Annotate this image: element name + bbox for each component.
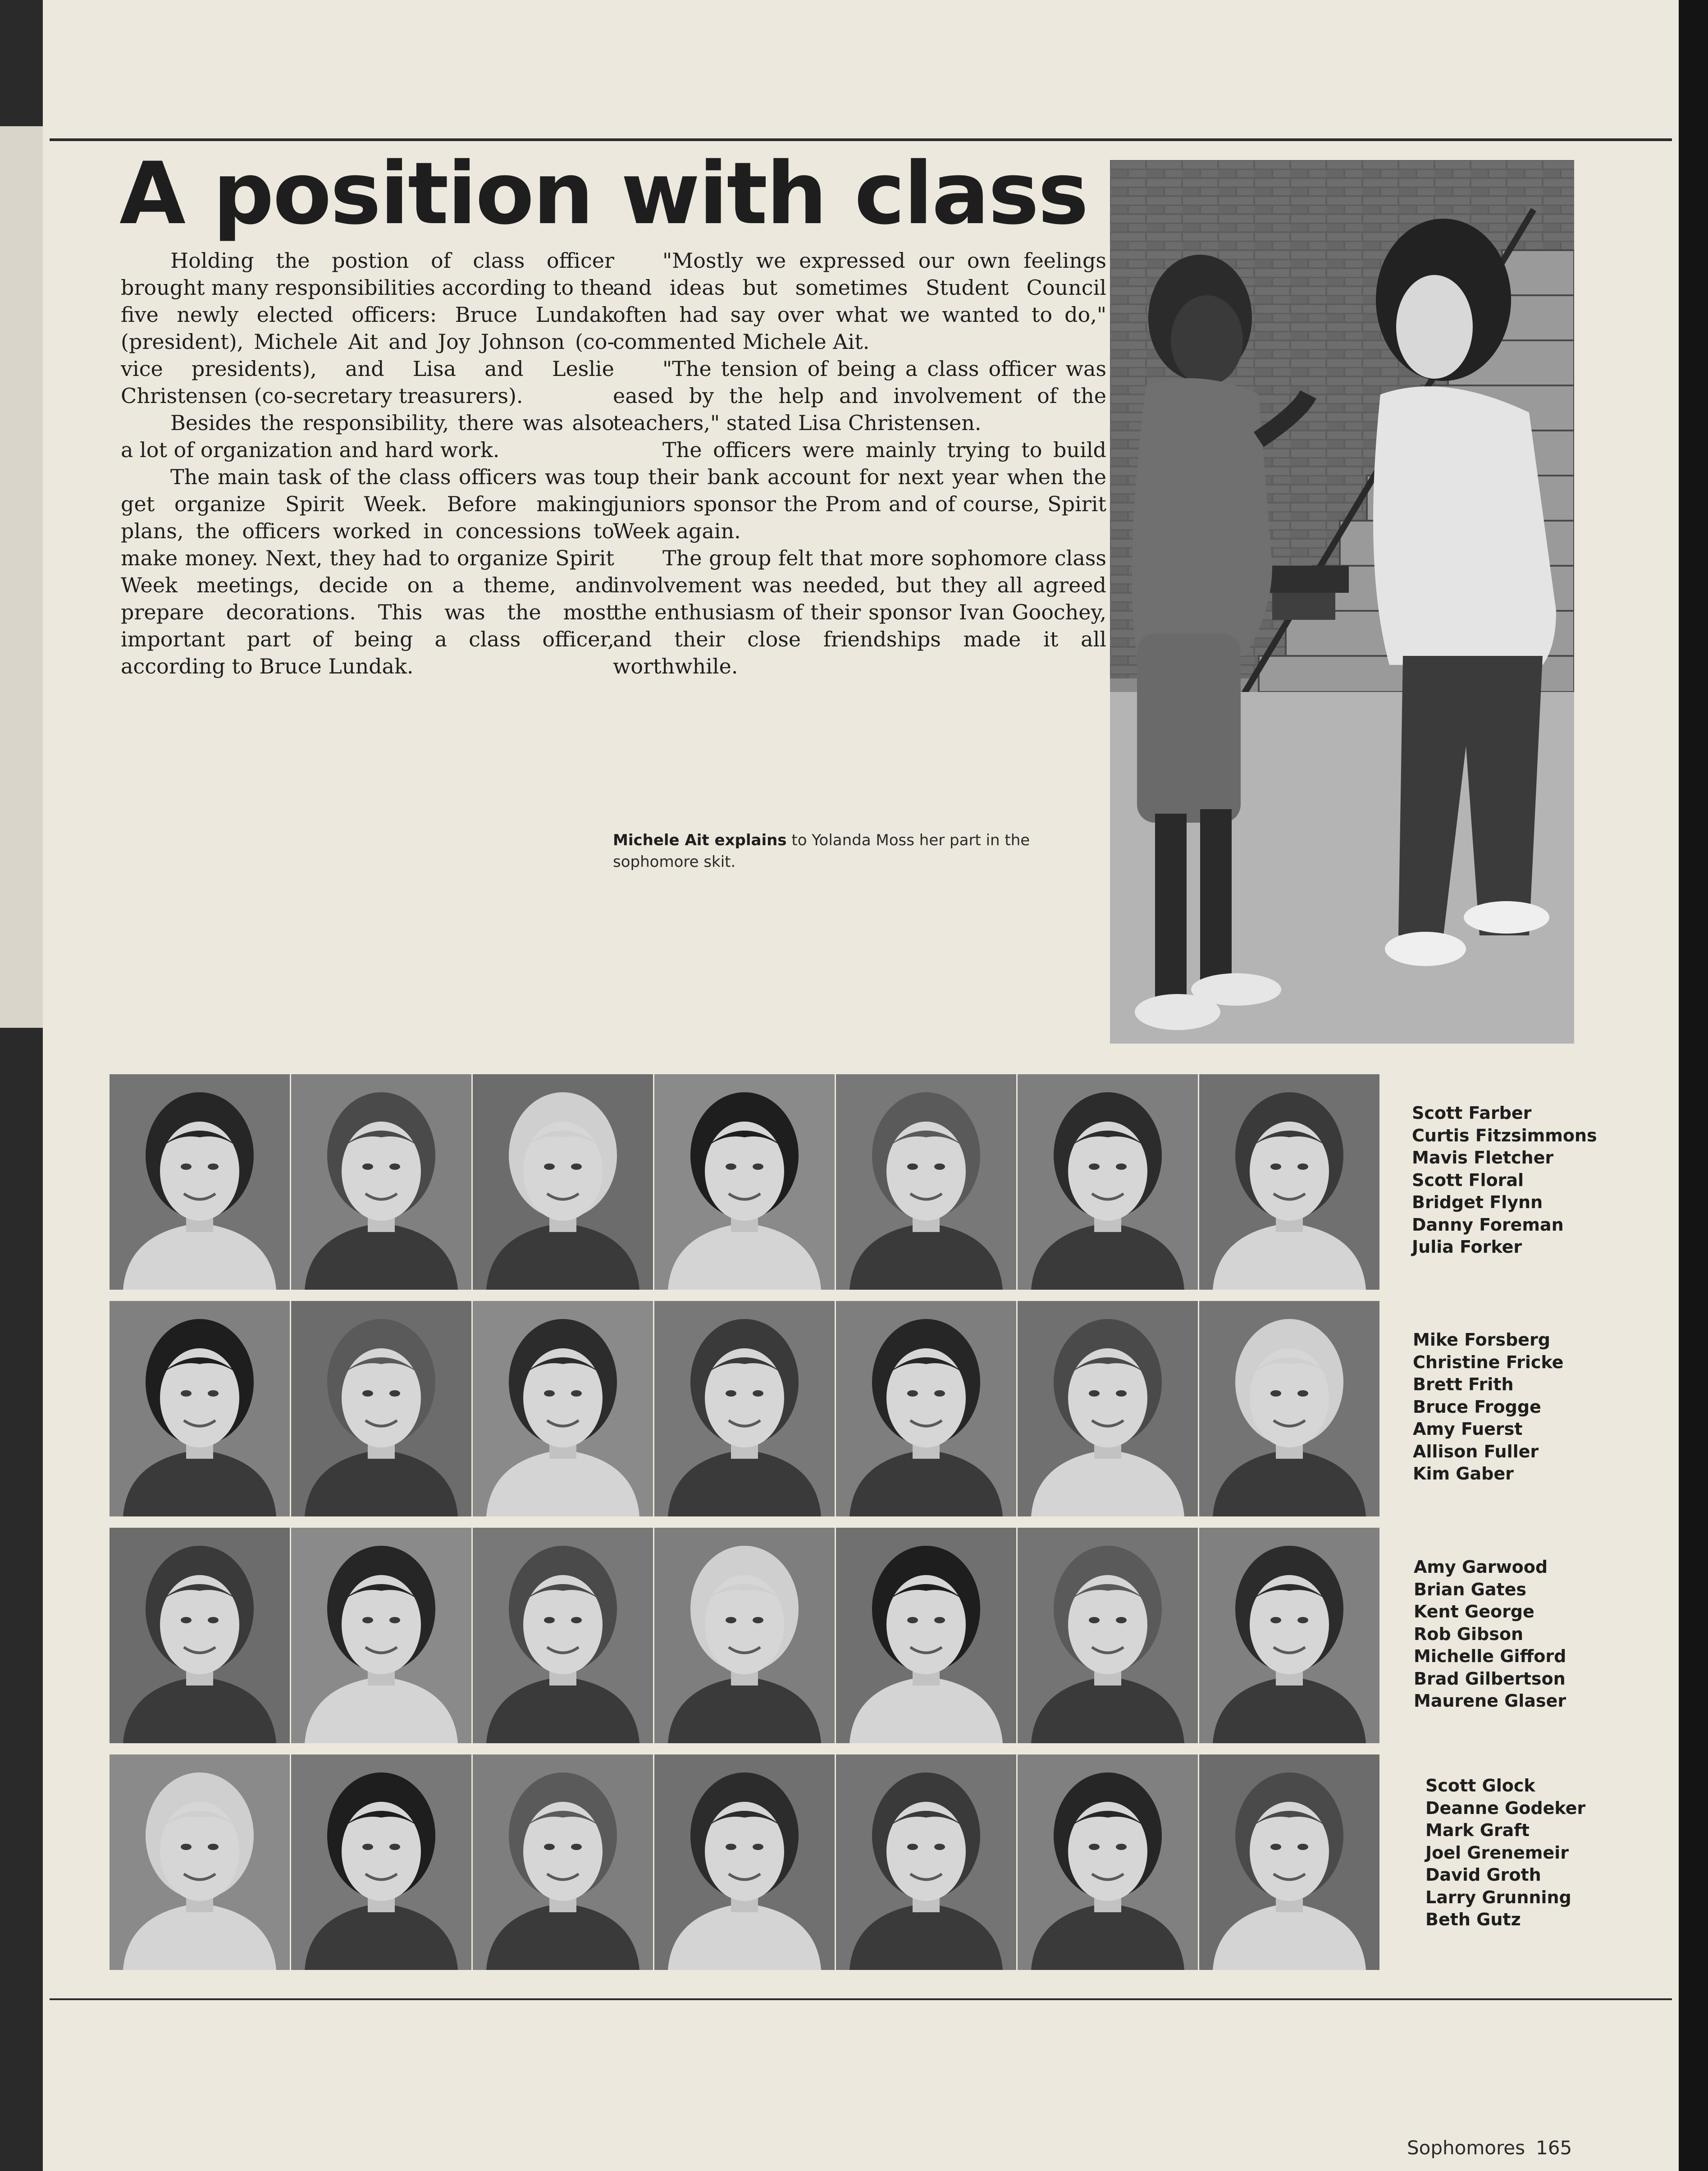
caption-text: to Yolanda Moss her part in the sophomore skit. xyxy=(613,831,1030,871)
student-portrait xyxy=(291,1754,471,1970)
student-portrait xyxy=(1199,1301,1379,1516)
student-portrait xyxy=(836,1301,1016,1516)
student-name: Brett Frith xyxy=(1413,1374,1514,1394)
article-paragraph: The officers were mainly trying to build up their bank account for next year when the juniors sponsor the Prom and of course, Spirit Week again. xyxy=(613,438,1106,543)
article-paragraph: Holding the postion of class officer brought many responsibilities according to the five newly elected officers: Bruce Lundak (president), Michele Ait and Joy Johnson (co-vice presidents), and Lisa and Leslie Christensen (co-secretary treasurers). xyxy=(121,248,614,408)
feature-photo-illustration xyxy=(1110,160,1574,1044)
student-portrait xyxy=(1018,1301,1198,1516)
name-list xyxy=(1413,1329,1563,1485)
article-paragraph: The main task of the class officers was to get organize Spirit Week. Before making plans, the officers worked in concessions to make money. Next, they had to organize Spirit Week meetings, decide on a theme, and prepare decorations. This was the most important part of being a class officer, according to Bruce Lundak. xyxy=(121,465,614,678)
student-portrait xyxy=(110,1074,290,1290)
student-portrait xyxy=(836,1074,1016,1290)
facing-page-fragment xyxy=(0,126,43,1028)
student-name: Mike Forsberg xyxy=(1413,1330,1550,1350)
student-name: Scott Floral xyxy=(1412,1170,1524,1190)
student-name: Amy Fuerst xyxy=(1413,1419,1523,1439)
article-paragraph: "Mostly we expressed our own feelings and ideas but sometimes Student Council often had say over what we wanted to do," commented Michele Ait. xyxy=(613,248,1106,354)
student-portrait xyxy=(654,1301,835,1516)
student-name: Bruce Frogge xyxy=(1413,1397,1541,1417)
student-name: Julia Forker xyxy=(1412,1237,1522,1257)
student-name: Rob Gibson xyxy=(1414,1624,1523,1644)
student-name: Brad Gilbertson xyxy=(1414,1668,1566,1689)
student-name: Beth Gutz xyxy=(1425,1910,1521,1929)
student-portrait xyxy=(1199,1528,1379,1743)
student-portrait xyxy=(110,1528,290,1743)
student-name: Bridget Flynn xyxy=(1412,1192,1543,1212)
student-name: Danny Foreman xyxy=(1412,1214,1564,1235)
student-portrait xyxy=(1018,1754,1198,1970)
student-name: Scott Farber xyxy=(1412,1103,1532,1123)
book-spine xyxy=(1679,0,1708,2171)
student-portrait xyxy=(1018,1528,1198,1743)
student-name: Christine Fricke xyxy=(1413,1352,1564,1372)
photo-caption xyxy=(613,829,1077,873)
student-portrait xyxy=(1018,1074,1198,1290)
student-portrait xyxy=(110,1301,290,1516)
article-paragraph: Besides the responsibility, there was also a lot of organization and hard work. xyxy=(121,411,614,462)
student-name: Mavis Fletcher xyxy=(1412,1148,1554,1168)
article-column-2 xyxy=(613,247,1106,680)
student-name: Joel Grenemeir xyxy=(1425,1842,1569,1863)
student-name: David Groth xyxy=(1425,1865,1541,1885)
student-portrait xyxy=(473,1301,653,1516)
student-name: Kent George xyxy=(1414,1602,1534,1621)
student-name: Kim Gaber xyxy=(1413,1464,1514,1484)
student-name: Curtis Fitzsimmons xyxy=(1412,1125,1597,1145)
student-name: Michelle Gifford xyxy=(1414,1646,1566,1666)
student-portrait xyxy=(654,1528,835,1743)
student-name: Amy Garwood xyxy=(1414,1557,1548,1577)
student-name: Deanne Godeker xyxy=(1425,1798,1586,1818)
student-portrait xyxy=(836,1754,1016,1970)
student-portrait xyxy=(291,1301,471,1516)
student-portrait xyxy=(473,1074,653,1290)
student-portrait xyxy=(473,1754,653,1970)
student-portrait xyxy=(473,1528,653,1743)
student-name: Mark Graft xyxy=(1425,1820,1530,1840)
student-portrait xyxy=(291,1074,471,1290)
footer-section: Sophomores xyxy=(1407,2137,1525,2159)
name-list xyxy=(1425,1775,1585,1931)
page-footer xyxy=(1407,2137,1572,2159)
article-column-1 xyxy=(121,247,614,680)
student-name: Maurene Glaser xyxy=(1414,1691,1566,1711)
student-portrait xyxy=(654,1074,835,1290)
student-name: Scott Glock xyxy=(1425,1776,1535,1795)
student-name: Brian Gates xyxy=(1414,1579,1527,1599)
caption-lead: Michele Ait explains xyxy=(613,831,787,849)
article-paragraph: The group felt that more sophomore class involvement was needed, but they all agreed the enthusiasm of their sponsor Ivan Goochey, and their close friendships made it all worthwhile. xyxy=(613,546,1106,678)
article-paragraph: "The tension of being a class officer was eased by the help and involvement of the teachers," stated Lisa Christensen. xyxy=(613,357,1106,435)
student-portrait xyxy=(1199,1754,1379,1970)
name-list xyxy=(1412,1102,1597,1259)
student-name: Allison Fuller xyxy=(1413,1441,1539,1461)
student-portrait xyxy=(836,1528,1016,1743)
student-portrait xyxy=(1199,1074,1379,1290)
name-list xyxy=(1414,1556,1566,1713)
student-portrait xyxy=(291,1528,471,1743)
student-name: Larry Grunning xyxy=(1425,1887,1571,1907)
top-rule xyxy=(50,138,1672,141)
student-portrait xyxy=(654,1754,835,1970)
feature-photo xyxy=(1110,160,1574,1044)
page-headline: A position with class xyxy=(119,144,1087,243)
bottom-rule xyxy=(50,1998,1672,2000)
page-number: 165 xyxy=(1536,2137,1572,2159)
student-portrait xyxy=(110,1754,290,1970)
